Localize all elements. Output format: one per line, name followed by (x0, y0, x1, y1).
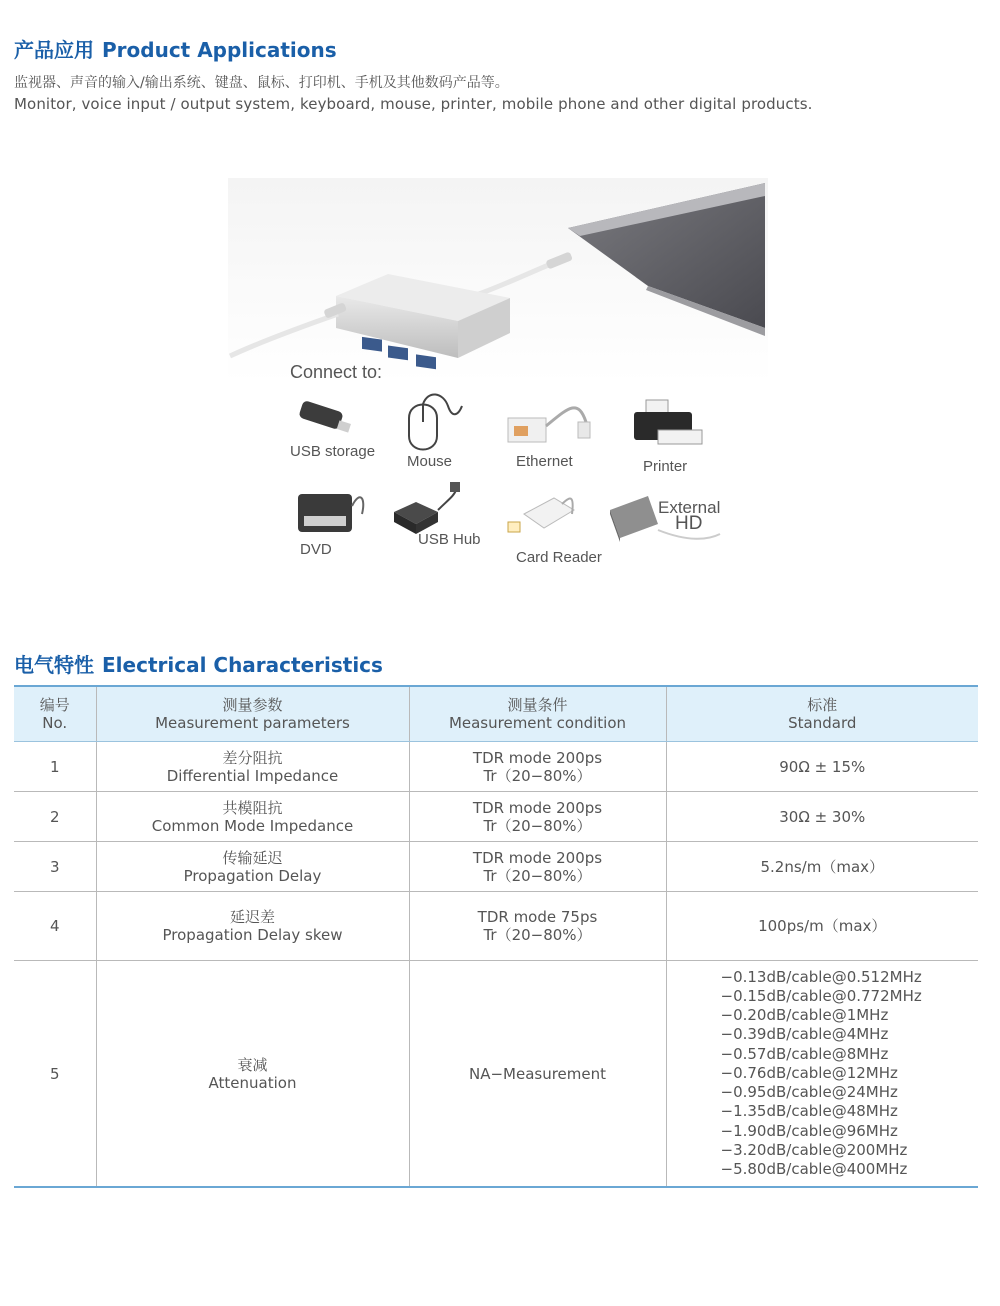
mouse-label: Mouse (407, 453, 453, 470)
row-cond-line2: Tr（20−80%） (483, 926, 592, 944)
header-std-en: Standard (788, 714, 857, 732)
usb-storage-icon (298, 400, 351, 433)
header-no-en: No. (42, 714, 68, 732)
row-param-en: Common Mode Impedance (151, 816, 354, 835)
row-parameter (96, 742, 409, 792)
ethernet-label: Ethernet (516, 453, 573, 470)
header-param-en: Measurement parameters (155, 714, 350, 732)
row-no: 4 (14, 892, 96, 961)
applications-title (14, 34, 337, 63)
row-param-en: Propagation Delay skew (162, 926, 343, 944)
row-parameter (96, 842, 409, 892)
printer-label: Printer (643, 458, 688, 475)
row-standard: 5.2ns/m（max） (666, 842, 978, 892)
header-standard (666, 686, 978, 742)
row-no: 1 (14, 742, 96, 792)
usb-hub-icon (394, 482, 460, 534)
product-illustration (228, 178, 768, 578)
header-cond-en: Measurement condition (448, 714, 627, 732)
row-param-cn: 差分阻抗 (222, 748, 283, 767)
row-standard (666, 961, 978, 1188)
row-parameter (96, 961, 409, 1188)
external-hd-label-2: HD (675, 513, 703, 534)
row-param-cn: 衰减 (237, 1055, 268, 1074)
row-condition: NA−Measurement (409, 961, 666, 1188)
external-hd-label-1: External (658, 498, 721, 517)
row-no: 2 (14, 792, 96, 842)
row-no: 3 (14, 842, 96, 892)
row-standard: 90Ω ± 15% (666, 742, 978, 792)
printer-icon (634, 400, 702, 444)
row-param-cn: 延迟差 (229, 908, 275, 926)
header-condition (409, 686, 666, 742)
attenuation-value: −5.80dB/cable@400MHz (720, 1159, 908, 1178)
dvd-label: DVD (300, 541, 332, 558)
row-cond-line2: Tr（20−80%） (483, 816, 592, 835)
row-cond-line1: TDR mode 200ps (472, 798, 603, 817)
attenuation-value: −0.20dB/cable@1MHz (720, 1006, 889, 1025)
applications-desc-cn: 监视器、声音的输入/输出系统、键盘、鼠标、打印机、手机及其他数码产品等。 (14, 75, 509, 91)
attenuation-value: −1.35dB/cable@48MHz (720, 1102, 898, 1121)
applications-desc-en: Monitor, voice input / output system, keyboard, mouse, printer, mobile phone and other digital products. (14, 95, 813, 113)
row-parameter (96, 892, 409, 961)
row-standard: 30Ω ± 30% (666, 792, 978, 842)
attenuation-value: −0.39dB/cable@4MHz (720, 1025, 889, 1044)
table-row (14, 792, 978, 842)
row-parameter (96, 792, 409, 842)
ethernet-icon (508, 408, 590, 442)
attenuation-value: −1.90dB/cable@96MHz (720, 1121, 898, 1140)
applications-title-en: Product Applications (102, 38, 337, 62)
electrical-title-en: Electrical Characteristics (102, 653, 383, 677)
table-row (14, 892, 978, 961)
attenuation-value: −0.95dB/cable@24MHz (720, 1083, 898, 1102)
attenuation-value: −0.76dB/cable@12MHz (720, 1063, 898, 1082)
row-cond-line1: TDR mode 200ps (472, 748, 603, 767)
connect-to-label: Connect to: (290, 362, 383, 382)
header-std-cn: 标准 (807, 696, 838, 714)
header-cond-cn: 测量条件 (507, 696, 568, 714)
row-cond-line1: TDR mode 200ps (472, 848, 603, 867)
dvd-icon (298, 494, 363, 532)
card-reader-icon (508, 498, 574, 532)
attenuation-value: −0.15dB/cable@0.772MHz (720, 987, 922, 1006)
header-parameters (96, 686, 409, 742)
table-header-row (14, 686, 978, 742)
row-param-en: Attenuation (208, 1073, 297, 1092)
electrical-title-cn: 电气特性 (14, 653, 94, 677)
row-param-en: Propagation Delay (183, 866, 322, 885)
row-cond-line2: Tr（20−80%） (483, 766, 592, 785)
electrical-title (14, 649, 383, 678)
header-no (14, 686, 96, 742)
attenuation-value: −0.13dB/cable@0.512MHz (720, 967, 922, 986)
table-row (14, 742, 978, 792)
row-cond-line1: TDR mode 75ps (477, 908, 598, 926)
attenuation-value: −3.20dB/cable@200MHz (720, 1140, 908, 1159)
card-reader-label: Card Reader (516, 549, 602, 566)
row-param-en: Differential Impedance (166, 766, 339, 785)
table-row (14, 961, 978, 1188)
row-condition (409, 792, 666, 842)
row-condition (409, 892, 666, 961)
row-no: 5 (14, 961, 96, 1188)
usb-hub-label: USB Hub (418, 531, 481, 548)
usb-storage-label: USB storage (290, 443, 376, 460)
row-param-cn: 共模阻抗 (222, 798, 283, 817)
row-condition (409, 742, 666, 792)
table-row (14, 842, 978, 892)
applications-title-cn: 产品应用 (14, 38, 94, 62)
row-cond-line2: Tr（20−80%） (483, 866, 592, 885)
row-param-cn: 传输延迟 (222, 848, 283, 867)
header-param-cn: 测量参数 (222, 696, 283, 714)
row-condition (409, 842, 666, 892)
row-standard: 100ps/m（max） (666, 892, 978, 961)
electrical-characteristics-table (14, 685, 978, 1188)
header-no-cn: 编号 (39, 696, 70, 714)
mouse-icon (409, 394, 462, 449)
attenuation-value: −0.57dB/cable@8MHz (720, 1044, 889, 1063)
